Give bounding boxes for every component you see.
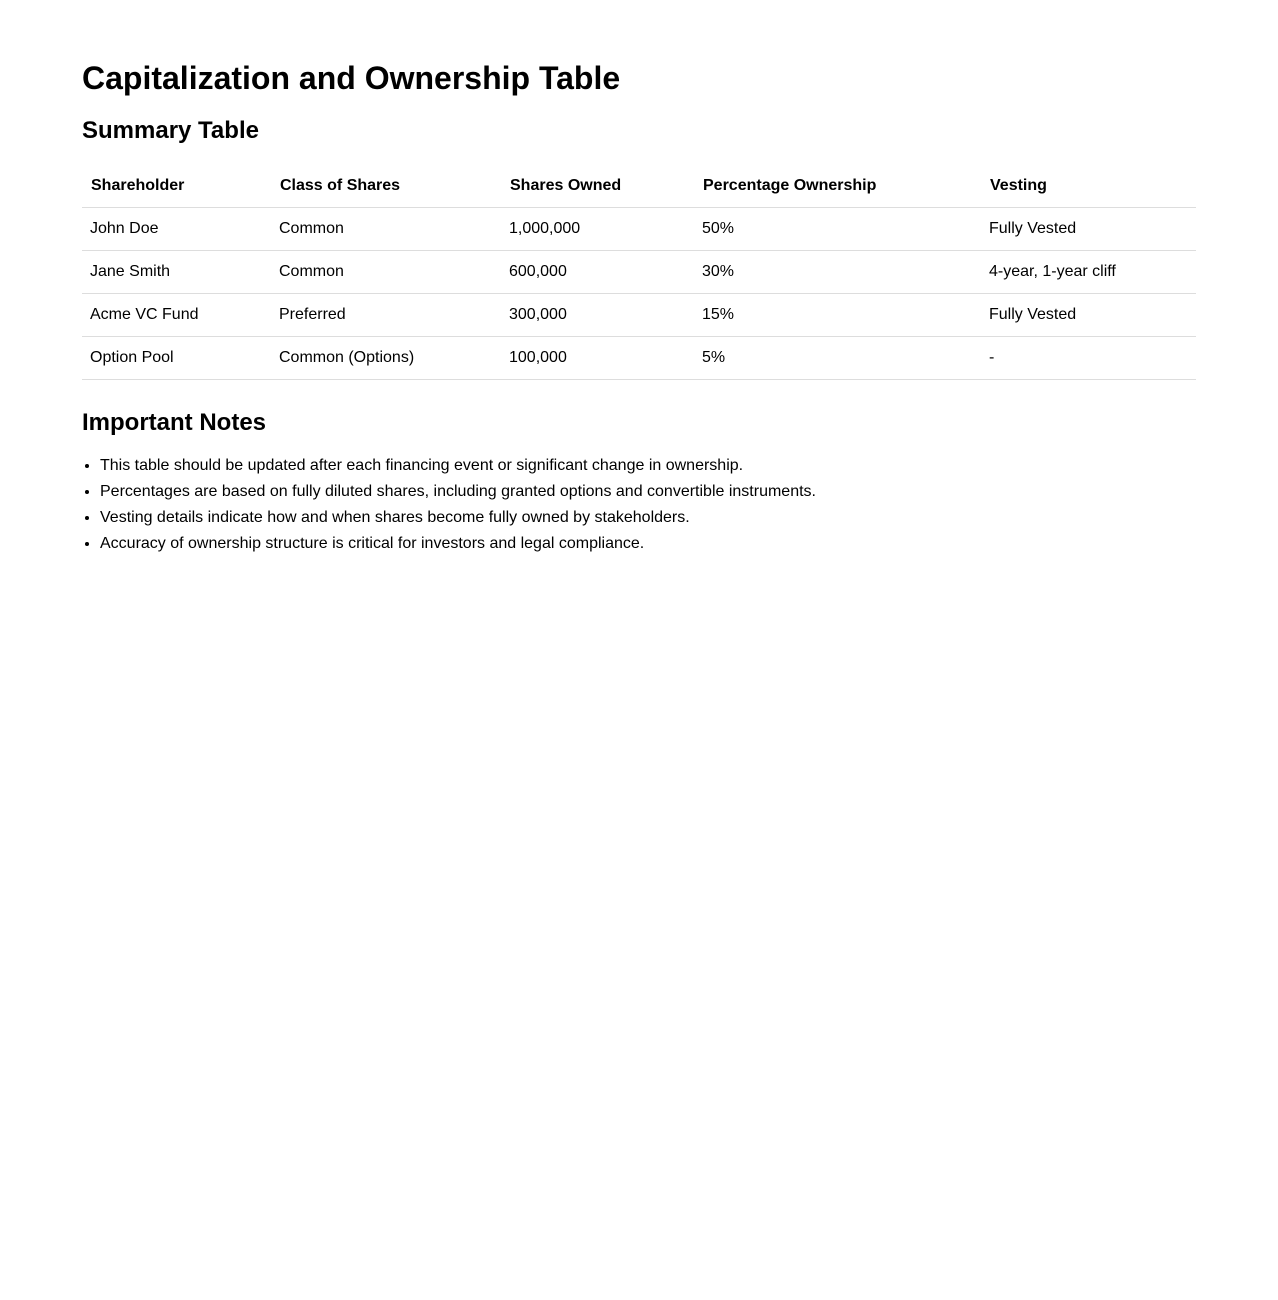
- cell-shares: 1,000,000: [501, 208, 694, 251]
- list-item: • Accuracy of ownership structure is critical for investors and legal compliance.: [100, 531, 816, 557]
- cell-class: Common (Options): [271, 337, 501, 380]
- cell-percentage: 5%: [694, 337, 981, 380]
- column-header-shareholder: Shareholder: [82, 164, 271, 208]
- table-row: [82, 251, 1196, 294]
- column-header-vesting: Vesting: [981, 164, 1196, 208]
- cell-percentage: 50%: [694, 208, 981, 251]
- cell-shareholder: Acme VC Fund: [82, 294, 271, 337]
- cell-class: Common: [271, 251, 501, 294]
- notes-list: [82, 453, 816, 557]
- table-header-row: [82, 164, 1196, 208]
- column-header-shares: Shares Owned: [501, 164, 694, 208]
- cell-percentage: 15%: [694, 294, 981, 337]
- list-item: • Percentages are based on fully diluted shares, including granted options and convertible instruments.: [100, 479, 816, 505]
- cell-shareholder: Option Pool: [82, 337, 271, 380]
- table-row: [82, 294, 1196, 337]
- cell-shares: 300,000: [501, 294, 694, 337]
- page-title: Capitalization and Ownership Table: [82, 60, 621, 96]
- table-row: [82, 208, 1196, 251]
- list-item: • This table should be updated after each financing event or significant change in ownership.: [100, 453, 816, 479]
- cell-vesting: Fully Vested: [981, 294, 1196, 337]
- cap-table: [82, 164, 1196, 380]
- cell-vesting: -: [981, 337, 1196, 380]
- summary-heading: Summary Table: [82, 117, 259, 144]
- cell-shareholder: Jane Smith: [82, 251, 271, 294]
- cell-vesting: 4-year, 1-year cliff: [981, 251, 1196, 294]
- cell-percentage: 30%: [694, 251, 981, 294]
- column-header-class: Class of Shares: [271, 164, 501, 208]
- notes-heading: Important Notes: [82, 409, 267, 436]
- list-item: • Vesting details indicate how and when shares become fully owned by stakeholders.: [100, 505, 816, 531]
- cell-shares: 100,000: [501, 337, 694, 380]
- cell-class: Common: [271, 208, 501, 251]
- cell-shareholder: John Doe: [82, 208, 271, 251]
- cell-class: Preferred: [271, 294, 501, 337]
- table-row: [82, 337, 1196, 380]
- cell-shares: 600,000: [501, 251, 694, 294]
- cell-vesting: Fully Vested: [981, 208, 1196, 251]
- column-header-percentage: Percentage Ownership: [694, 164, 981, 208]
